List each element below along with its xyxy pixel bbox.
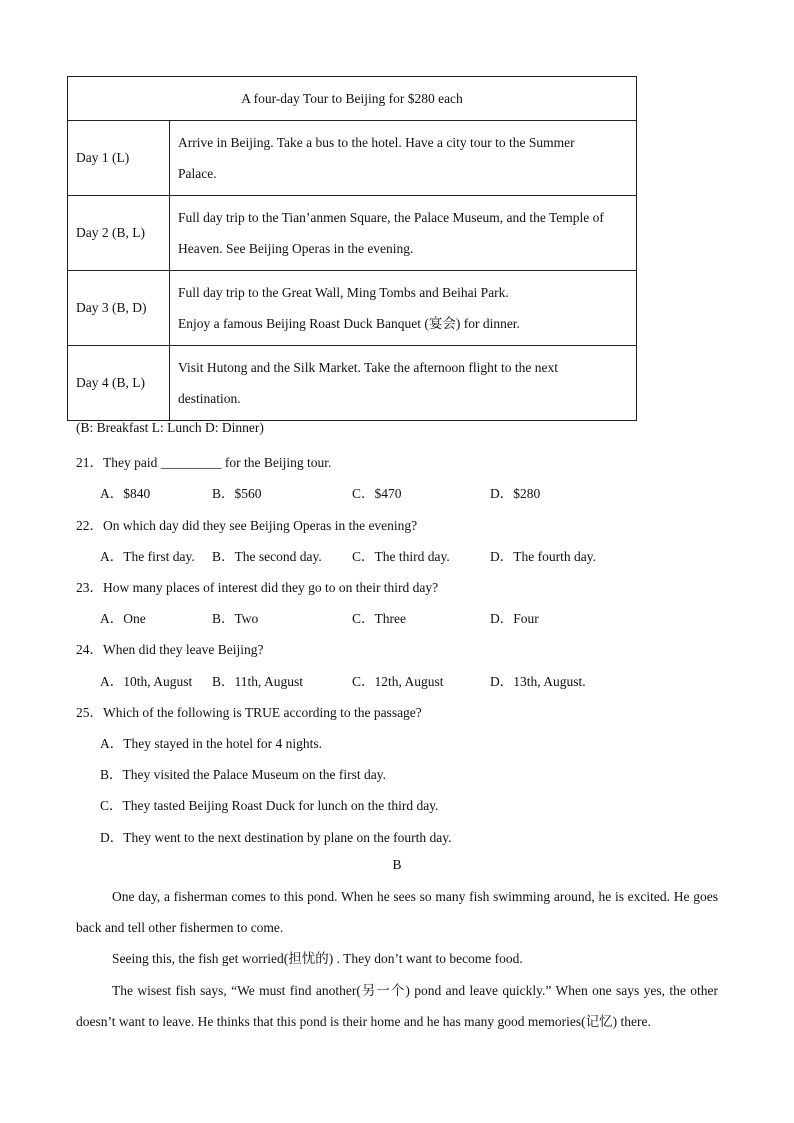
answer-option: D．The fourth day. [490,549,596,564]
answer-option: A．The first day. [100,549,195,564]
meal-legend: (B: Breakfast L: Lunch D: Dinner) [76,420,264,435]
question-stem: 21．They paid _________ for the Beijing tour. [76,455,332,470]
answer-option: D．They went to the next destination by plane on the fourth day. [100,830,452,845]
description-line: Heaven. See Beijing Operas in the evening. [178,241,414,256]
answer-option: B．They visited the Palace Museum on the first day. [100,767,386,782]
day-label: Day 3 (B, D) [68,271,170,346]
section-heading: B [392,857,402,872]
passage-paragraph: Seeing this, the fish get worried(担忧的) . They don’t want to become food. [112,951,523,966]
table-row [68,271,637,346]
day-label: Day 1 (L) [68,121,170,196]
question-stem: 25．Which of the following is TRUE according to the passage? [76,705,422,720]
tour-table [67,76,637,421]
description-line: Arrive in Beijing. Take a bus to the hotel. Have a city tour to the Summer [178,135,575,150]
description-line: Full day trip to the Tian’anmen Square, the Palace Museum, and the Temple of [178,210,604,225]
day-description [170,121,637,196]
answer-option: B．$560 [212,486,262,501]
day-description [170,196,637,271]
day-description [170,271,637,346]
answer-option: C．They tasted Beijing Roast Duck for lunch on the third day. [100,798,439,813]
answer-option: A．10th, August [100,674,193,689]
answer-option: B．The second day. [212,549,322,564]
answer-option: D．13th, August. [490,674,586,689]
description-line: Palace. [178,166,217,181]
description-line: Visit Hutong and the Silk Market. Take the afternoon flight to the next [178,360,559,375]
question-stem: 22．On which day did they see Beijing Operas in the evening? [76,518,418,533]
table-row [68,346,637,421]
day-label: Day 4 (B, L) [68,346,170,421]
description-line: Full day trip to the Great Wall, Ming Tombs and Beihai Park. [178,285,509,300]
passage-paragraph: The wisest fish says, “We must find another(另一个) pond and leave quickly.” When one says yes, the other doesn’t want to leave. He thinks that this pond is their home and he has many good memories(记忆) there. [76,983,718,1029]
answer-option: A．One [100,611,146,626]
answer-option: C．Three [352,611,406,626]
answer-option: C．$470 [352,486,402,501]
answer-option: A．They stayed in the hotel for 4 nights. [100,736,322,751]
answer-option: C．12th, August [352,674,444,689]
answer-option: A．$840 [100,486,151,501]
tour-title: A four-day Tour to Beijing for $280 each [68,77,637,121]
passage-paragraph: One day, a fisherman comes to this pond. When he sees so many fish swimming around, he is excited. He goes back and tell other fishermen to come. [76,889,718,935]
answer-option: B．Two [212,611,259,626]
description-line: Enjoy a famous Beijing Roast Duck Banquet (宴会) for dinner. [178,316,520,331]
question-stem: 24．When did they leave Beijing? [76,642,264,657]
answer-option: D．Four [490,611,539,626]
answer-option: C．The third day. [352,549,450,564]
description-line: destination. [178,391,241,406]
answer-option: D．$280 [490,486,541,501]
answer-option: B．11th, August [212,674,304,689]
question-stem: 23．How many places of interest did they go to on their third day? [76,580,439,595]
day-label: Day 2 (B, L) [68,196,170,271]
table-row [68,196,637,271]
day-description [170,346,637,421]
table-row [68,121,637,196]
